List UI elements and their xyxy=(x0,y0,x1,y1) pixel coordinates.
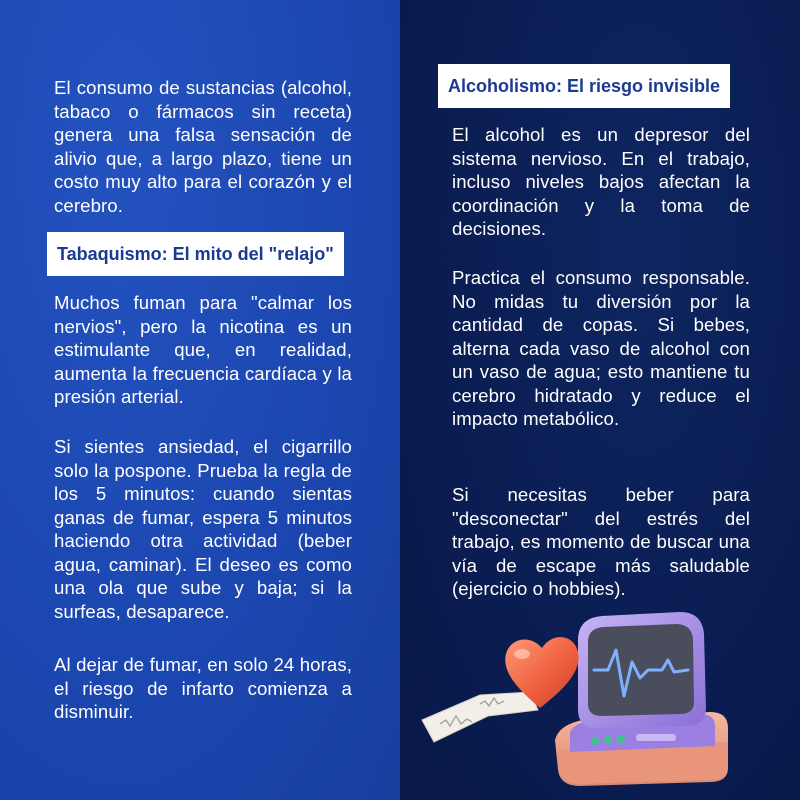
smoking-paragraph-3: Al dejar de fumar, en solo 24 horas, el riesgo de infarto comienza a disminuir. xyxy=(54,654,352,722)
smoking-paragraph-1: Muchos fuman para "calmar los nervios", pero la nicotina es un estimulante que, en realidad, aumenta la frecuencia cardíaca y la presión arterial. xyxy=(54,292,352,407)
ecg-paper-strip-icon xyxy=(422,692,538,742)
smoking-paragraph-2: Si sientes ansiedad, el cigarrillo solo la pospone. Prueba la regla de los 5 minutos: cuando sientas ganas de fumar, espera 5 minutos haciendo otra actividad (beber agua, caminar). El deseo es como una ola que sube y baja; si la surfeas, desaparece. xyxy=(54,436,352,622)
section-title-alcoholismo: Alcoholismo: El riesgo invisible xyxy=(438,64,730,108)
section-title-tabaquismo: Tabaquismo: El mito del "relajo" xyxy=(47,232,344,276)
heart-monitor-illustration xyxy=(410,600,740,790)
intro-paragraph: El consumo de sustancias (alcohol, tabaco o fármacos sin receta) genera una falsa sensación de alivio que, a largo plazo, tiene un costo muy alto para el corazón y el cerebro. xyxy=(54,77,352,216)
alcohol-paragraph-1: El alcohol es un depresor del sistema nervioso. En el trabajo, incluso niveles bajos afectan la coordinación y la toma de decisiones. xyxy=(452,124,750,239)
heart-monitor-icon xyxy=(555,612,728,786)
alcohol-paragraph-3: Si necesitas beber para "desconectar" del estrés del trabajo, es momento de buscar una vía de escape más saludable (ejercicio o hobbies). xyxy=(452,484,750,599)
alcohol-paragraph-2: Practica el consumo responsable. No midas tu diversión por la cantidad de copas. Si bebes, alterna cada vaso de alcohol con un vaso de agua; esto mantiene tu cerebro hidratado y reduce el impacto metabólico. xyxy=(452,267,750,429)
